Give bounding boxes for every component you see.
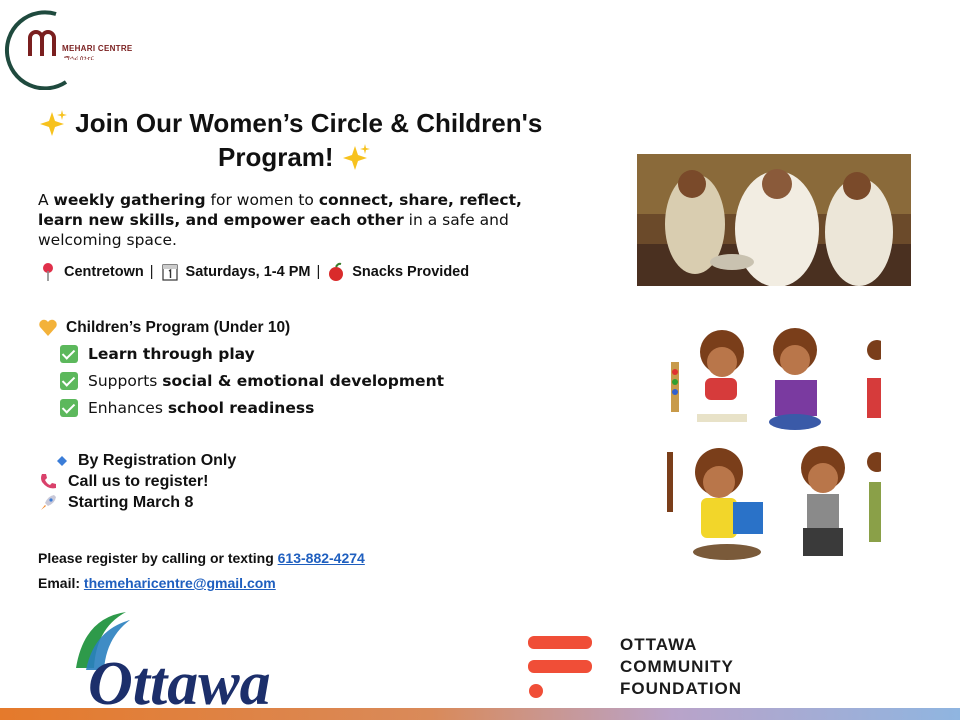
list-item: [60, 367, 598, 394]
phone-label: Please register by calling or texting: [38, 550, 278, 566]
ocf-mark-icon: [526, 634, 596, 700]
list-item: [60, 340, 598, 367]
intro-bold: weekly gathering: [53, 191, 206, 209]
ocf-line-3: FOUNDATION: [620, 679, 743, 698]
children-reading-image: [667, 322, 881, 566]
separator: |: [316, 264, 321, 280]
call-text: Call us to register!: [68, 472, 209, 490]
item-text: Enhances: [88, 398, 168, 417]
mehari-logo: [4, 6, 154, 92]
checkmark-icon: [60, 372, 78, 390]
childrens-program: [38, 316, 598, 421]
childrens-heading-row: [38, 316, 598, 340]
registration-block: [38, 450, 236, 513]
intro-text: for women to: [205, 191, 319, 209]
ottawa-wordmark: Ottawa: [88, 650, 271, 708]
ocf-line-2: COMMUNITY: [620, 657, 734, 676]
page-title: [38, 106, 638, 174]
footer-gradient-bar: [0, 708, 960, 720]
ocf-line-1: OTTAWA: [620, 635, 698, 654]
registration-row: [38, 450, 236, 471]
women-painting-image: [637, 154, 911, 286]
checkmark-icon: [60, 345, 78, 363]
item-bold: school readiness: [167, 398, 315, 417]
checkmark-icon: [60, 399, 78, 417]
heart-icon: [38, 318, 58, 338]
title-line-1: Join Our Women’s Circle & Children's: [75, 108, 543, 138]
diamond-icon: [56, 455, 68, 467]
calendar-icon: [160, 262, 180, 282]
email-label: Email:: [38, 575, 84, 591]
time-text: Saturdays, 1-4 PM: [185, 264, 311, 280]
registration-row: [38, 492, 236, 513]
list-item: [60, 394, 598, 421]
start-date-text: Starting March 8: [68, 493, 194, 511]
apple-icon: [326, 262, 346, 282]
email-row: [38, 571, 365, 596]
snacks-text: Snacks Provided: [352, 264, 470, 280]
contact-block: [38, 546, 365, 596]
sparkles-icon: [341, 142, 371, 172]
item-bold: social & emotional development: [162, 371, 445, 390]
intro-text: A: [38, 191, 54, 209]
ottawa-logo: [66, 608, 302, 708]
childrens-heading: Children’s Program (Under 10): [66, 319, 291, 336]
email-link[interactable]: themeharicentre@gmail.com: [83, 575, 276, 591]
phone-row: [38, 546, 365, 571]
rocket-icon: [38, 493, 58, 513]
mehari-brand-text: MEHARI CENTRE: [62, 44, 133, 53]
phone-icon: [38, 472, 58, 492]
intro-bold: connect, share, reflect, learn new skills, and empower each other: [38, 191, 522, 229]
intro-paragraph: [38, 190, 558, 250]
intro-text: in a safe and welcoming space.: [38, 211, 509, 249]
pin-icon: [38, 262, 58, 282]
info-line: [38, 262, 469, 282]
phone-link[interactable]: 613-882-4274: [277, 550, 365, 566]
registration-only: By Registration Only: [78, 451, 237, 469]
title-line-2: Program!: [218, 142, 334, 172]
item-text: Supports: [88, 371, 163, 390]
ocf-wordmark: [620, 634, 742, 700]
location-text: Centretown: [64, 264, 144, 280]
item-bold: Learn through play: [88, 344, 255, 363]
ocf-logo: [526, 630, 786, 704]
sparkles-icon: [38, 108, 68, 138]
registration-row: [38, 471, 236, 492]
separator: |: [149, 264, 154, 280]
mehari-subtitle: ማሓሪ ሰንተር: [64, 56, 94, 62]
